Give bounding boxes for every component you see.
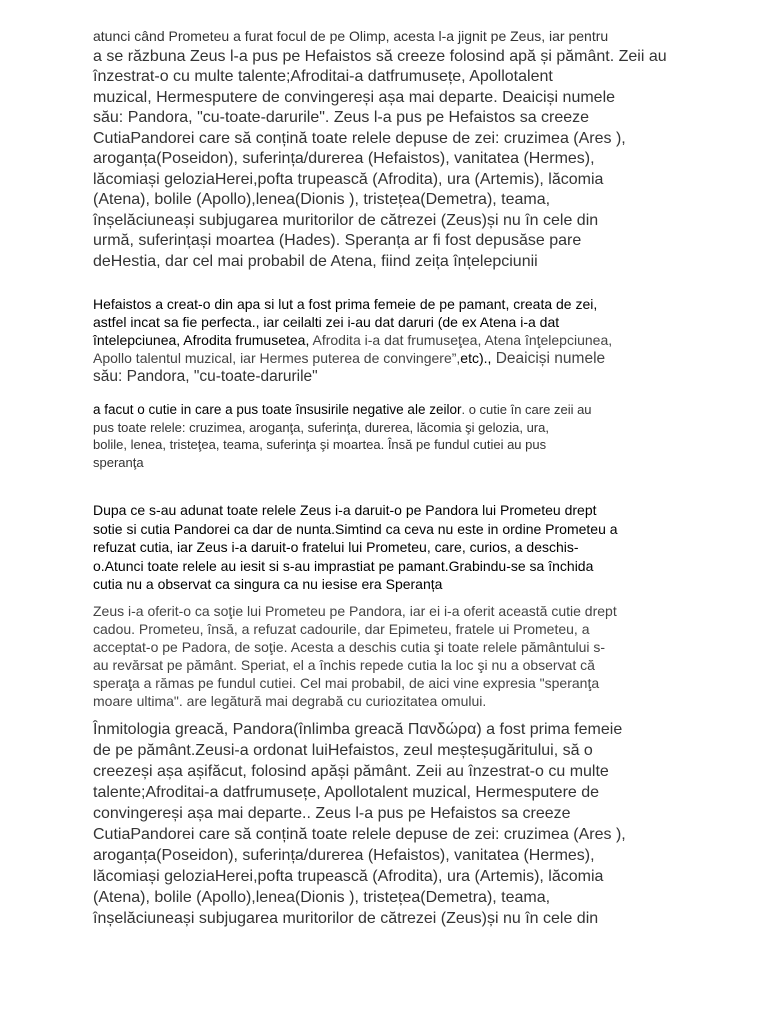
- text-run: . o cutie în care zeii au: [461, 402, 592, 417]
- text-line: înzestrat-o cu multe talente;Afroditai-a datfrumusețe, Apollotalent: [93, 68, 553, 85]
- paragraph-5: [93, 602, 683, 710]
- text-line: lăcomiași geloziaHerei,pofta trupească (Afrodita), ura (Artemis), lăcomia: [93, 170, 604, 188]
- text-line: refuzat cutia, iar Zeus i-a daruit-o fratelui lui Prometeu, care, curios, a deschis-: [93, 539, 579, 555]
- paragraph-6: [93, 719, 683, 929]
- text-line: deHestia, dar cel mai probabil de Atena, fiind zeița înțelepciunii: [93, 252, 538, 270]
- text-line: CutiaPandorei care să conțină toate relele depuse de zei: cruzimea (Ares ),: [93, 129, 626, 147]
- text-line: pus toate relele: cruzimea, aroganţa, suferinţa, durerea, lăcomia şi gelozia, ura,: [93, 419, 549, 435]
- text-line: moare ultima". are legătură mai degrabă cu curiozitatea omului.: [93, 693, 487, 709]
- text-line: aroganța(Poseidon), suferința/durerea (Hefaistos), vanitatea (Hermes),: [93, 847, 595, 864]
- text-line: lăcomiași geloziaHerei,pofta trupească (Afrodita), ura (Artemis), lăcomia: [93, 868, 604, 885]
- text-line: Zeus i-a oferit-o ca soţie lui Prometeu pe Pandora, iar ei i-a oferit această cutie drept: [93, 603, 617, 619]
- paragraph-1: [93, 26, 683, 272]
- text-line: aroganța(Poseidon), suferința/durerea (Hefaistos), vanitatea (Hermes),: [93, 150, 595, 167]
- text-line: speranţa: [93, 454, 144, 470]
- text-line: (Atena), bolile (Apollo),lenea(Dionis ), tristețea(Demetra), teama,: [93, 889, 551, 906]
- text-line: talente;Afroditai-a datfrumusețe, Apollotalent muzical, Hermesputere de: [93, 784, 600, 801]
- text-line: Înmitologia greacă, Pandora(înlimba greacă Πανδώρα) a fost prima femeie: [93, 721, 623, 738]
- text-line: CutiaPandorei care să conțină toate relele depuse de zei: cruzimea (Ares ),: [93, 826, 626, 843]
- text-line: o.Atunci toate relele au iesit si s-au imprastiat pe pamant.Grabindu-se sa închida: [93, 557, 594, 574]
- text-run: a facut o cutie in care a pus toate însusirile negative ale zeilor: [93, 402, 462, 417]
- text-line: sotie si cutia Pandorei ca dar de nunta.Simtind ca ceva nu este in ordine Prometeu a: [93, 520, 618, 537]
- text-line: [93, 331, 683, 349]
- paragraph-3: [93, 401, 683, 471]
- text-line: astfel incat sa fie perfecta., iar ceilalti zei i-au dat daruri (de ex Atena i-a dat: [93, 314, 560, 330]
- text-line: [93, 349, 683, 368]
- text-line: speraţa a rămas pe fundul cutiei. Cel mai probabil, de aici vine expresia "speranţa: [93, 675, 600, 691]
- paragraph-2: [93, 295, 683, 386]
- text-line: cadou. Prometeu, însă, a refuzat cadourile, dar Epimeteu, fratele ui Prometeu, a: [93, 621, 590, 637]
- text-line: înșelăciuneași subjugarea muritorilor de cătrezei (Zeus)și nu în cele din: [93, 910, 599, 927]
- text-line: cutia nu a observat ca singura ca nu iesise era Speranța: [93, 576, 443, 592]
- text-run: etc).,: [460, 350, 492, 366]
- text-run: Deaiciși numele: [491, 350, 606, 367]
- text-line: [93, 401, 683, 419]
- text-line: convingereși așa mai departe.. Zeus l-a pus pe Hefaistos sa creeze: [93, 805, 571, 822]
- paragraph-4: [93, 501, 683, 594]
- text-line: atunci când Prometeu a furat focul de pe Olimp, acesta l-a jignit pe Zeus, iar pentru: [93, 28, 609, 44]
- text-line: (Atena), bolile (Apollo),lenea(Dionis ), tristețea(Demetra), teama,: [93, 191, 551, 208]
- text-line: muzical, Hermesputere de convingereși așa mai departe. Deaiciși numele: [93, 88, 616, 106]
- text-line: Hefaistos a creat-o din apa si lut a fost prima femeie de pe pamant, creata de zei,: [93, 296, 598, 312]
- text-line: său: Pandora, "cu-toate-darurile": [93, 368, 318, 385]
- text-run: Afrodita i-a dat frumuseţea, Atena înţelepciunea,: [312, 332, 613, 348]
- text-line: creezeși așa așifăcut, folosind apăși pământ. Zeii au înzestrat-o cu multe: [93, 763, 609, 780]
- text-run: întelepciunea, Afrodita frumusetea,: [93, 332, 313, 348]
- text-line: a se răzbuna Zeus l-a pus pe Hefaistos să creeze folosind apă și pământ. Zeii au: [93, 47, 667, 65]
- text-line: bolile, lenea, tristeţea, teama, suferinţa şi moartea. Însă pe fundul cutiei au pus: [93, 437, 547, 452]
- text-run: Apollo talentul muzical, iar Hermes puterea de convingere”,: [93, 350, 461, 366]
- text-line: au revărsat pe pământ. Speriat, el a închis repede cutia la loc şi nu a observat că: [93, 657, 595, 673]
- text-line: de pe pământ.Zeusi-a ordonat luiHefaistos, zeul meșteșugăritului, să o: [93, 742, 593, 759]
- text-line: urmă, suferințași moartea (Hades). Speranța ar fi fost depusăse pare: [93, 232, 582, 249]
- text-line: acceptat-o pe Padora, de soţie. Acesta a deschis cutia şi toate relele pământului s-: [93, 639, 606, 655]
- text-line: Dupa ce s-au adunat toate relele Zeus i-a daruit-o pe Pandora lui Prometeu drept: [93, 502, 597, 518]
- text-line: său: Pandora, "cu-toate-darurile". Zeus l-a pus pe Hefaistos sa creeze: [93, 109, 590, 126]
- text-line: înșelăciuneași subjugarea muritorilor de cătrezei (Zeus)și nu în cele din: [93, 211, 599, 229]
